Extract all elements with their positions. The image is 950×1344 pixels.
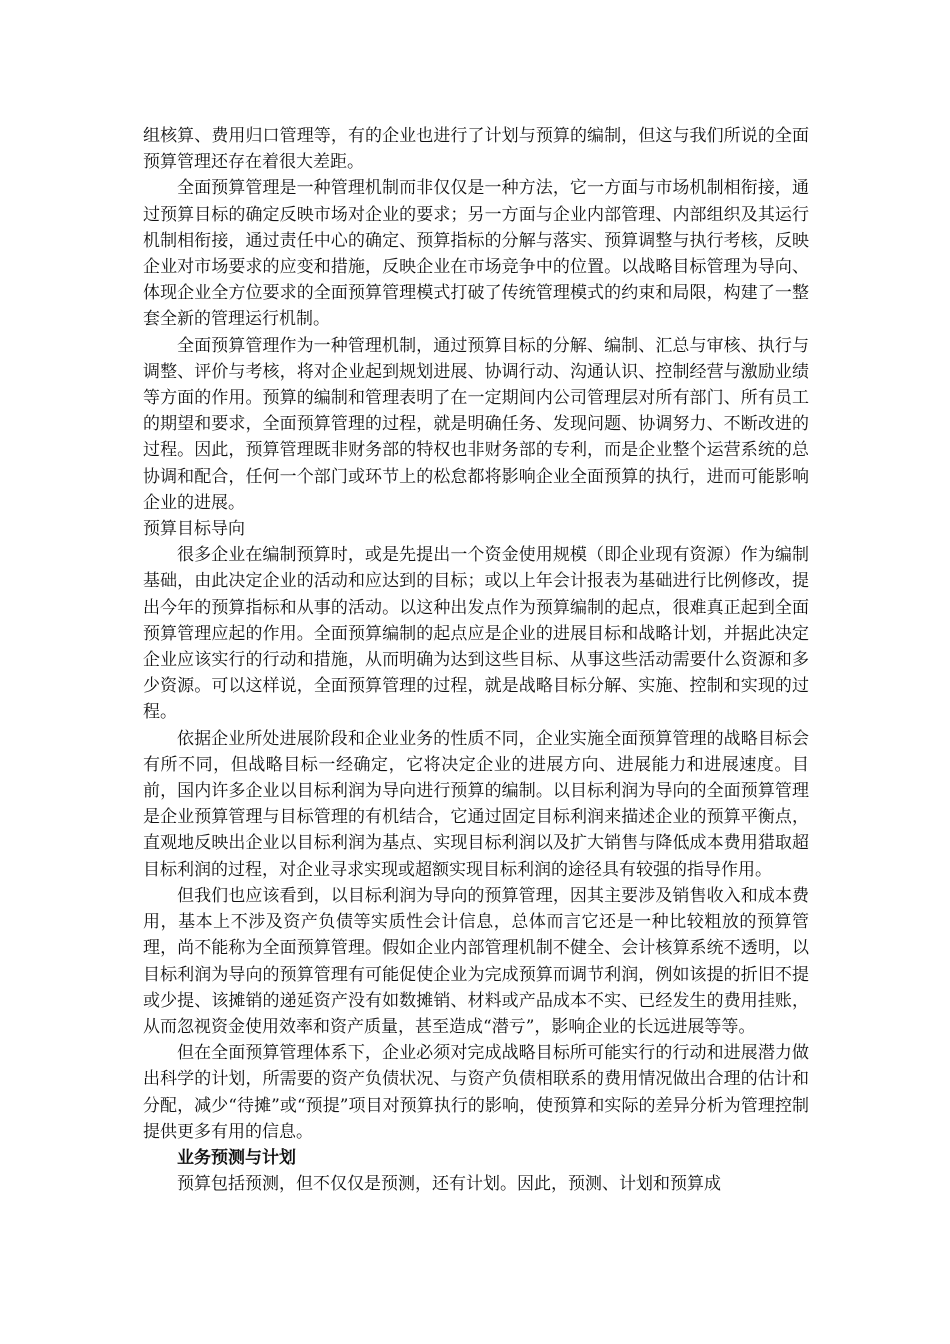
- paragraph-budget-mechanism: 全面预算管理是一种管理机制而非仅仅是一种方法，它一方面与市场机制相衔接，通过预算目标的确定反映市场对企业的要求；另一方面与企业内部管理、内部组织及其运行机制相衔接，通过责任中心的确定、预算指标的分解与落实、预算调整与执行考核，反映企业对市场要求的应变和措施，反映企业在市场竞争中的位置。以战略目标管理为导向、体现企业全方位要求的全面预算管理模式打破了传统管理模式的约束和局限，构建了一整套全新的管理运行机制。: [143, 178, 809, 330]
- paragraph-budget-role: 全面预算管理作为一种管理机制，通过预算目标的分解、编制、汇总与审核、执行与调整、评价与考核，将对企业起到规划进展、协调行动、沟通认识、控制经营与激励业绩等方面的作用。预算的编制和管理表明了在一定期间内公司管理层对所有部门、所有员工的期望和要求，全面预算管理的过程，就是明确任务、发现问题、协调努力、不断改进的过程。因此，预算管理既非财务部的特权也非财务部的专利，而是企业整个运营系统的总协调和配合，任何一个部门或环节上的松怠都将影响企业全面预算的执行，进而可能影响企业的进展。: [143, 335, 809, 513]
- paragraph-profit-limitations: 但我们也应该看到，以目标利润为导向的预算管理，因其主要涉及销售收入和成本费用，基本上不涉及资产负债等实质性会计信息，总体而言它还是一种比较粗放的预算管理，尚不能称为全面预算管理。假如企业内部管理机制不健全、会计核算系统不透明，以目标利润为导向的预算管理有可能促使企业为完成预算而调节利润，例如该提的折旧不提或少提、该摊销的递延资产没有如数摊销、材料或产品成本不实、已经发生的费用挂账，从而忽视资金使用效率和资产质量，甚至造成“潜亏”，影响企业的长远进展等等。: [143, 885, 809, 1037]
- section-heading-forecast-plan: 业务预测与计划: [177, 1147, 296, 1168]
- paragraph-target-profit: 依据企业所处进展阶段和企业业务的性质不同，企业实施全面预算管理的战略目标会有所不同，但战略目标一经确定，它将决定企业的进展方向、进展能力和进展速度。目前，国内许多企业以目标利润为导向进行预算的编制。以目标利润为导向的全面预算管理是企业预算管理与目标管理的有机结合，它通过固定目标利润来描述企业的预算平衡点，直观地反映出企业以目标利润为基点、实现目标利润以及扩大销售与降低成本费用猎取超目标利润的过程，对企业寻求实现或超额实现目标利润的途径具有较强的指导作用。: [143, 728, 809, 880]
- paragraph-forecast-intro: 预算包括预测，但不仅仅是预测，还有计划。因此，预测、计划和预算成: [177, 1174, 721, 1195]
- section-heading-budget-target: 预算目标导向: [143, 519, 245, 540]
- document-body: [143, 123, 809, 1197]
- paragraph-comprehensive-system: 但在全面预算管理体系下，企业必须对完成战略目标所可能实行的行动和进展潜力做出科学的计划，所需要的资产负债状况、与资产负债相联系的费用情况做出合理的估计和分配，减少“待摊”或“预提”项目对预算执行的影响，使预算和实际的差异分析为管理控制提供更多有用的信息。: [143, 1043, 809, 1142]
- paragraph-budget-starting-point: 很多企业在编制预算时，或是先提出一个资金使用规模（即企业现有资源）作为编制基础，由此决定企业的活动和应达到的目标；或以上年会计报表为基础进行比例修改，提出今年的预算指标和从事的活动。以这种出发点作为预算编制的起点，很难真正起到全面预算管理应起的作用。全面预算编制的起点应是企业的进展目标和战略计划，并据此决定企业应该实行的行动和措施，从而明确为达到这些目标、从事这些活动需要什么资源和多少资源。可以这样说，全面预算管理的过程，就是战略目标分解、实施、控制和实现的过程。: [143, 545, 809, 723]
- paragraph-continuation: 组核算、费用归口管理等，有的企业也进行了计划与预算的编制，但这与我们所说的全面预算管理还存在着很大差距。: [143, 126, 809, 173]
